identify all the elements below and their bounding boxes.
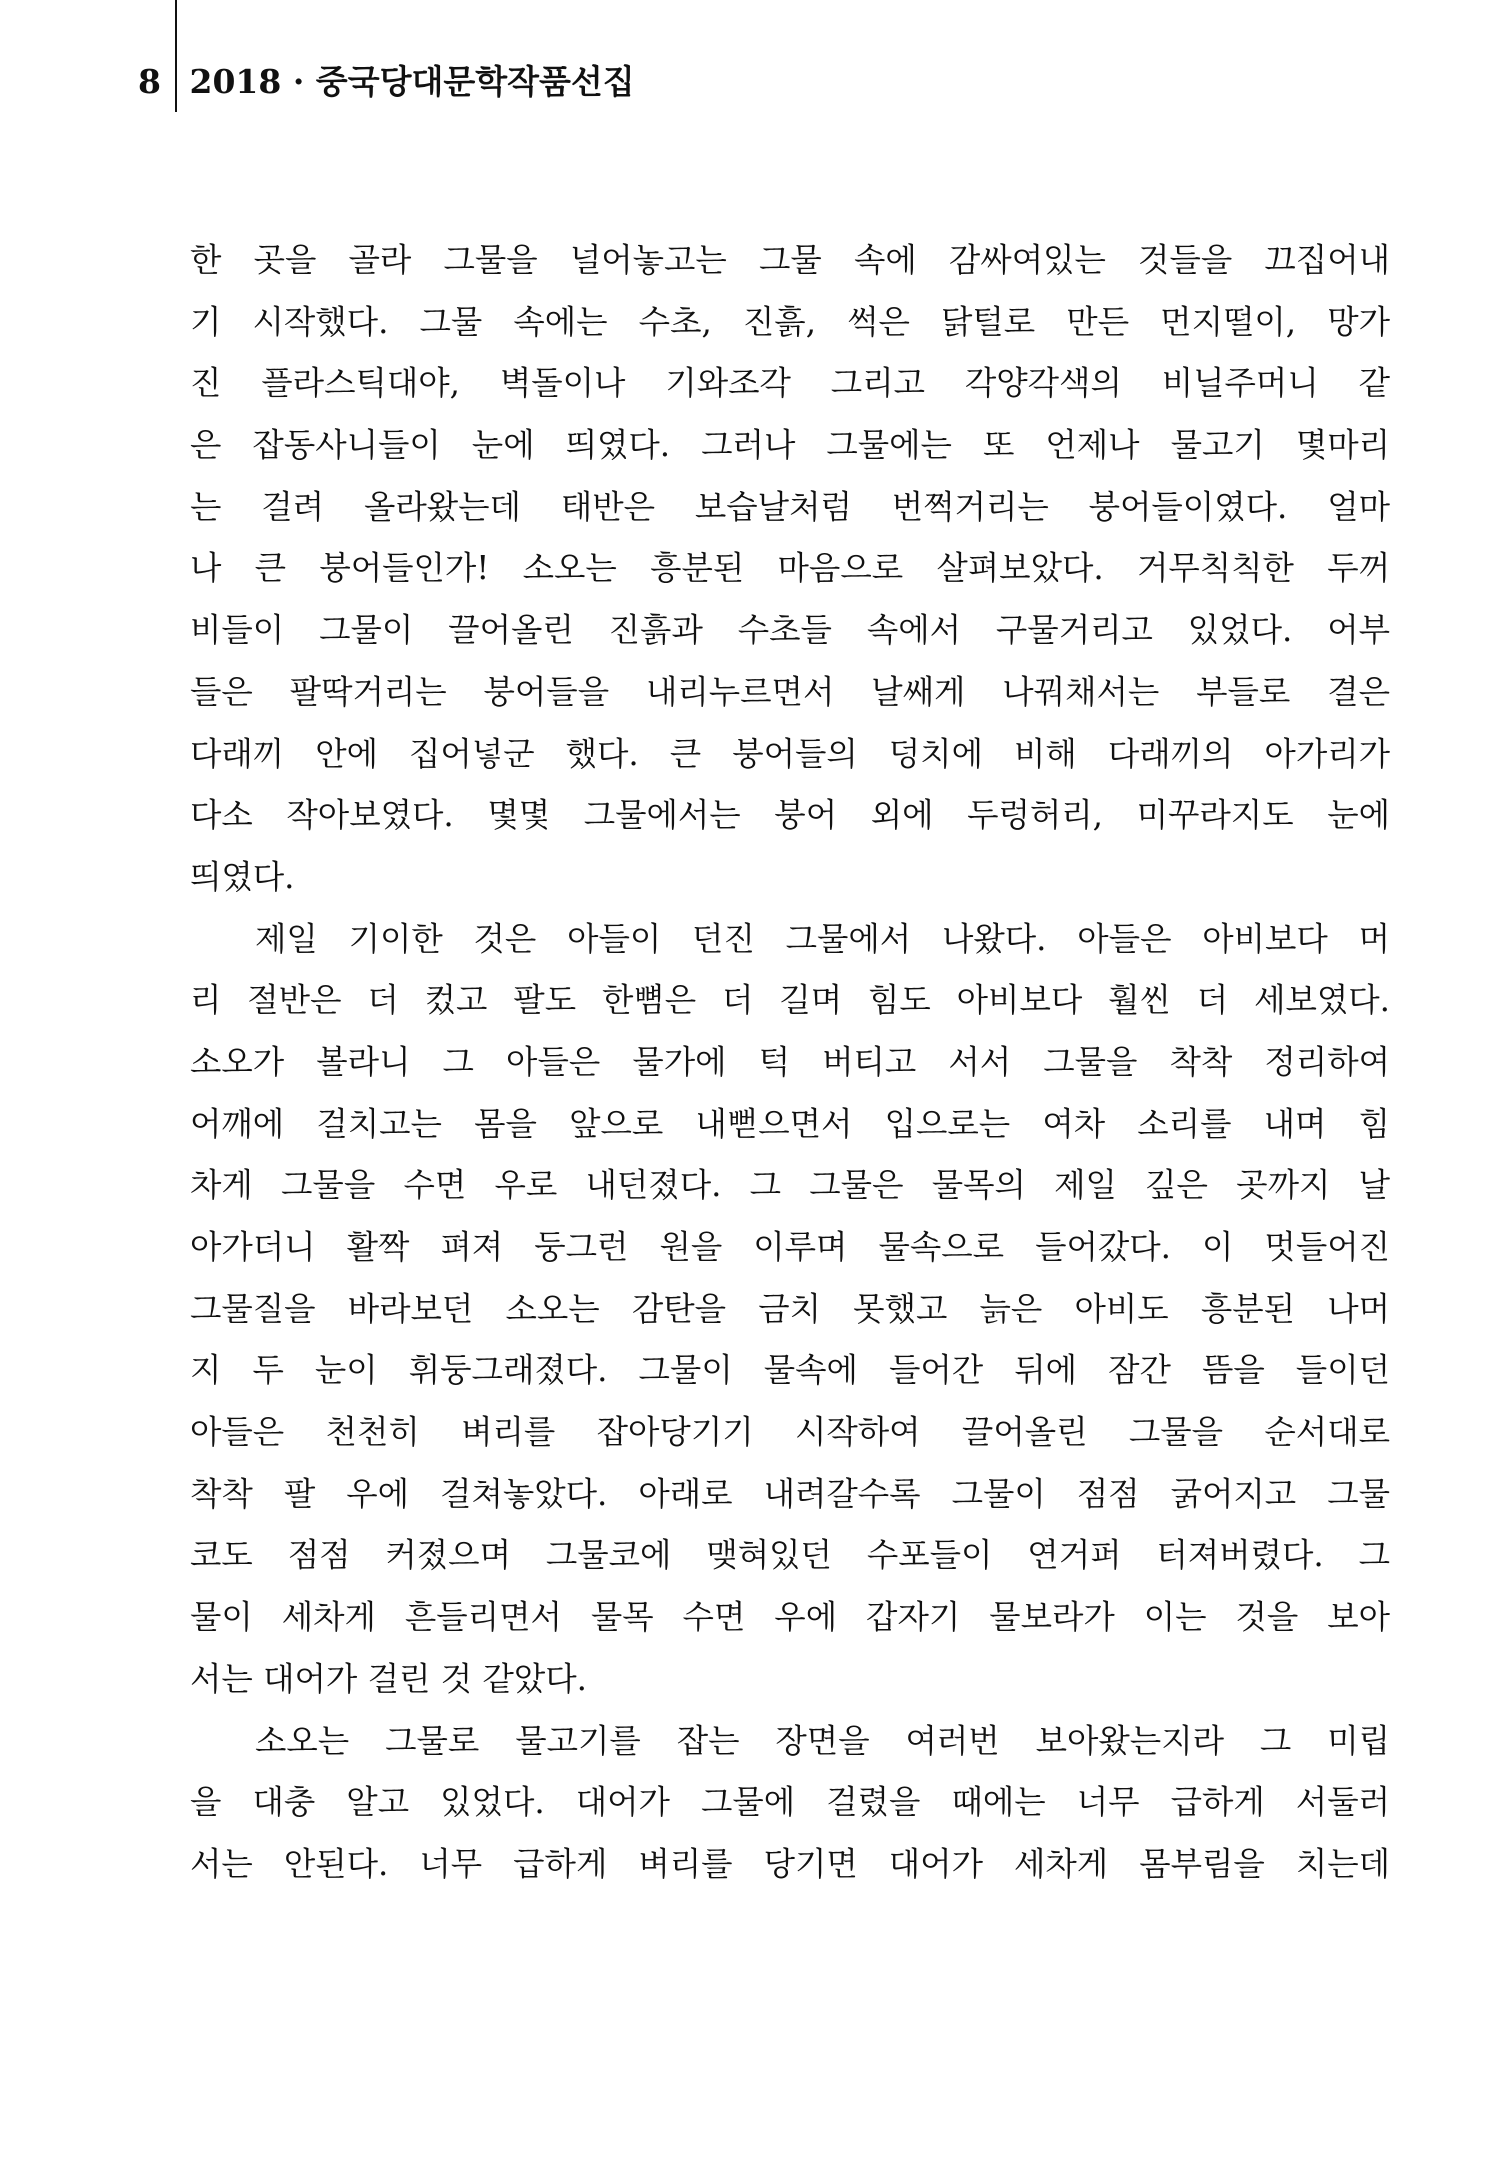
text-line: 그물질을 바라보던 소오는 감탄을 금치 못했고 늙은 아비도 흥분된 나머 (190, 1289, 1390, 1328)
running-head (138, 62, 635, 102)
text-line: 들은 팔딱거리는 붕어들을 내리누르면서 날쌔게 나꿔채서는 부들로 결은 (190, 672, 1390, 711)
text-line: 착착 팔 우에 걸쳐놓았다. 아래로 내려갈수록 그물이 점점 굵어지고 그물 (190, 1474, 1390, 1513)
text-line: 을 대충 알고 있었다. 대어가 그물에 걸렸을 때에는 너무 급하게 서둘러 (190, 1783, 1390, 1822)
text-line: 어깨에 걸치고는 몸을 앞으로 내뻗으면서 입으로는 여차 소리를 내며 힘 (190, 1104, 1390, 1143)
text-line: 소오가 볼라니 그 아들은 물가에 턱 버티고 서서 그물을 착착 정리하여 (190, 1042, 1390, 1081)
text-line: 는 걸려 올라왔는데 태반은 보습날처럼 번쩍거리는 붕어들이였다. 얼마 (190, 487, 1390, 526)
text-line: 비들이 그물이 끌어올린 진흙과 수초들 속에서 구물거리고 있었다. 어부 (190, 611, 1390, 650)
text-line: 기 시작했다. 그물 속에는 수초, 진흙, 썩은 닭털로 만든 먼지떨이, 망가 (190, 302, 1390, 341)
text-line: 서는 대어가 걸린 것 같았다. (190, 1659, 587, 1698)
text-line: 진 플라스틱대야, 벽돌이나 기와조각 그리고 각양각색의 비닐주머니 같 (190, 364, 1390, 403)
text-line: 아가더니 활짝 펴져 둥그런 원을 이루며 물속으로 들어갔다. 이 멋들어진 (190, 1228, 1390, 1266)
text-line: 한 곳을 골라 그물을 널어놓고는 그물 속에 감싸여있는 것들을 끄집어내 (190, 241, 1390, 279)
body-text (190, 230, 1390, 1896)
text-line: 소오는 그물로 물고기를 잡는 장면을 여러번 보아왔는지라 그 미립 (255, 1721, 1390, 1760)
text-line: 은 잡동사니들이 눈에 띄였다. 그러나 그물에는 또 언제나 물고기 몇마리 (190, 426, 1390, 465)
text-line: 차게 그물을 수면 우로 내던졌다. 그 그물은 물목의 제일 깊은 곳까지 날 (190, 1166, 1390, 1205)
text-line: 다소 작아보였다. 몇몇 그물에서는 붕어 외에 두렁허리, 미꾸라지도 눈에 (190, 796, 1390, 835)
text-line: 다래끼 안에 집어넣군 했다. 큰 붕어들의 덩치에 비해 다래끼의 아가리가 (190, 734, 1390, 773)
text-line: 리 절반은 더 컸고 팔도 한뼘은 더 길며 힘도 아비보다 훨씬 더 세보였다. (190, 981, 1390, 1020)
paragraph (190, 230, 1390, 909)
text-line: 띄였다. (190, 857, 295, 896)
text-line: 코도 점점 커졌으며 그물코에 맺혀있던 수포들이 연거퍼 터져버렸다. 그 (190, 1536, 1390, 1575)
paragraph (190, 909, 1390, 1711)
text-line: 제일 기이한 것은 아들이 던진 그물에서 나왔다. 아들은 아비보다 머 (255, 919, 1390, 958)
text-line: 나 큰 붕어들인가! 소오는 흥분된 마음으로 살펴보았다. 거무칙칙한 두꺼 (190, 549, 1390, 588)
text-line: 지 두 눈이 휘둥그래졌다. 그물이 물속에 들어간 뒤에 잠간 뜸을 들이던 (190, 1351, 1390, 1390)
text-line: 아들은 천천히 벼리를 잡아당기기 시작하여 끌어올린 그물을 순서대로 (190, 1413, 1390, 1452)
text-line: 물이 세차게 흔들리면서 물목 수면 우에 갑자기 물보라가 이는 것을 보아 (190, 1598, 1390, 1637)
text-line: 서는 안된다. 너무 급하게 벼리를 당기면 대어가 세차게 몸부림을 치는데 (190, 1844, 1390, 1883)
page-number: 8 (138, 62, 161, 101)
paragraph (190, 1711, 1390, 1896)
book-title: 2018 · 중국당대문학작품선집 (189, 62, 635, 101)
